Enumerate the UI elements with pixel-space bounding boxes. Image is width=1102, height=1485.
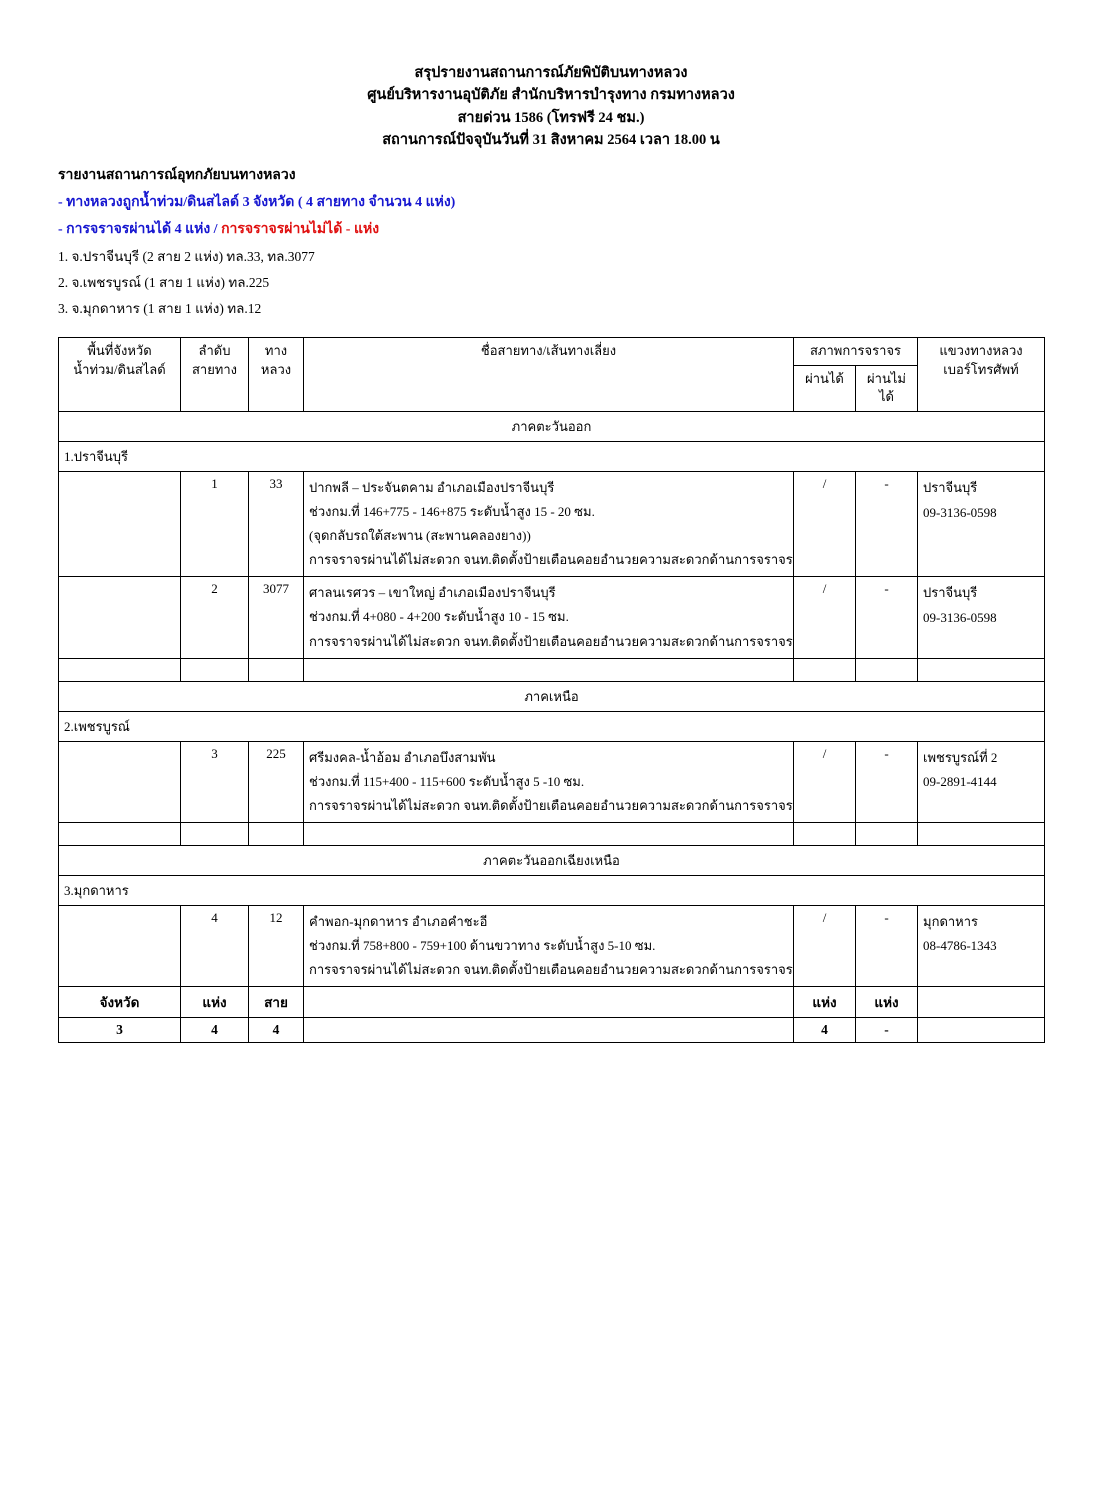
intro-traffic-summary: [58, 216, 1102, 243]
cell-nopass: -: [856, 472, 918, 577]
route-detail: ศรีมงคล-น้ำอ้อม อำเภอบึงสามพัน: [309, 749, 496, 765]
province-label: 2.เพชรบูรณ์: [59, 711, 1045, 741]
spacer-cell: [794, 658, 856, 681]
spacer-cell: [249, 658, 304, 681]
cell-office: [918, 905, 1045, 986]
cell-highway: 33: [249, 472, 304, 577]
cell-sequence: 1: [181, 472, 249, 577]
office-name: ปราจีนบุรี: [923, 480, 978, 496]
office-name: มุกดาหาร: [923, 913, 979, 929]
intro-traffic-nopass: การจราจรผ่านไม่ได้ - แห่ง: [221, 222, 380, 238]
region-label: ภาคตะวันออก: [59, 412, 1045, 442]
province-row: [59, 875, 1045, 905]
region-row: [59, 681, 1045, 711]
cell-province-area: [59, 472, 181, 577]
header-sequence-line1: ลำดับ: [198, 342, 231, 358]
header-route-name: ชื่อสายทาง/เส้นทางเลี่ยง: [304, 337, 794, 412]
header-nopass: ผ่านไม่ได้: [856, 365, 918, 412]
header-office-line1: แขวงทางหลวง: [939, 342, 1023, 358]
summary-value-routes: 4: [249, 1017, 304, 1042]
spacer-cell: [304, 658, 794, 681]
cell-route-name: [304, 472, 794, 577]
cell-highway: 12: [249, 905, 304, 986]
summary-label-places: แห่ง: [181, 986, 249, 1017]
spacer-cell: [918, 822, 1045, 845]
header-office: [918, 337, 1045, 412]
cell-province-area: [59, 577, 181, 658]
office-phone: 09-3136-0598: [923, 504, 997, 520]
route-detail: (จุดกลับรถใต้สะพาน (สะพานคลองยาง)): [309, 528, 531, 544]
route-detail: ช่วงกม.ที่ 4+080 - 4+200 ระดับน้ำสูง 10 - 15 ซม.: [309, 609, 569, 625]
table-header-row: [59, 337, 1045, 365]
cell-sequence: 2: [181, 577, 249, 658]
header-sequence-line2: สายทาง: [191, 361, 238, 377]
header-traffic-condition: สภาพการจราจร: [794, 337, 918, 365]
header-title-line1: สรุปรายงานสถานการณ์ภัยพิบัติบนทางหลวง: [414, 65, 688, 81]
summary-value-places: 4: [181, 1017, 249, 1042]
header-datetime: สถานการณ์ปัจจุบันวันที่ 31 สิงหาคม 2564 เวลา 18.00 น: [382, 132, 720, 149]
cell-route-name: [304, 577, 794, 658]
intro-item-2: 2. จ.เพชรบูรณ์ (1 สาย 1 แห่ง) ทล.225: [58, 275, 270, 291]
route-detail: ช่วงกม.ที่ 115+400 - 115+600 ระดับน้ำสูง 5 -10 ซม.: [309, 773, 585, 789]
route-detail: การจราจรผ่านได้ไม่สะดวก จนท.ติดตั้งป้ายเตือนคอยอำนวยความสะดวกด้านการจราจร: [309, 552, 793, 568]
region-row: [59, 412, 1045, 442]
spacer-cell: [59, 658, 181, 681]
spacer-cell: [249, 822, 304, 845]
situation-table: [58, 337, 1045, 1043]
intro-block: [58, 162, 1102, 323]
spacer-cell: [304, 822, 794, 845]
cell-route-name: [304, 741, 794, 822]
route-detail: คำพอก-มุกดาหาร อำเภอคำชะอี: [309, 913, 488, 929]
spacer-cell: [856, 658, 918, 681]
cell-highway: 225: [249, 741, 304, 822]
summary-value-nopass: -: [856, 1017, 918, 1042]
province-row: [59, 711, 1045, 741]
office-name: ปราจีนบุรี: [923, 585, 978, 601]
summary-value-row: [59, 1017, 1045, 1042]
intro-item-3: 3. จ.มุกดาหาร (1 สาย 1 แห่ง) ทล.12: [58, 301, 262, 317]
cell-pass: /: [794, 741, 856, 822]
header-office-line2: เบอร์โทรศัพท์: [943, 361, 1019, 377]
route-detail: การจราจรผ่านได้ไม่สะดวก จนท.ติดตั้งป้ายเตือนคอยอำนวยความสะดวกด้านการจราจร: [309, 961, 793, 977]
province-label: 3.มุกดาหาร: [59, 875, 1045, 905]
cell-office: [918, 741, 1045, 822]
spacer-cell: [181, 822, 249, 845]
office-name: เพชรบูรณ์ที่ 2: [923, 749, 998, 765]
cell-pass: /: [794, 577, 856, 658]
cell-highway: 3077: [249, 577, 304, 658]
header-pass: ผ่านได้: [794, 365, 856, 412]
route-detail: ปากพลี – ประจันตคาม อำเภอเมืองปราจีนบุรี: [309, 480, 555, 496]
spacer-cell: [918, 658, 1045, 681]
cell-office: [918, 577, 1045, 658]
table-row: [59, 905, 1045, 986]
route-detail: การจราจรผ่านได้ไม่สะดวก จนท.ติดตั้งป้ายเตือนคอยอำนวยความสะดวกด้านการจราจร: [309, 797, 793, 813]
spacer-row: [59, 822, 1045, 845]
summary-label-routes: สาย: [249, 986, 304, 1017]
cell-sequence: 3: [181, 741, 249, 822]
office-phone: 08-4786-1343: [923, 938, 997, 954]
region-label: ภาคเหนือ: [59, 681, 1045, 711]
cell-office: [918, 472, 1045, 577]
header-province-area-line1: พื้นที่จังหวัด: [87, 342, 152, 358]
route-detail: ช่วงกม.ที่ 758+800 - 759+100 ด้านขวาทาง ระดับน้ำสูง 5-10 ซม.: [309, 937, 656, 953]
spacer-cell: [794, 822, 856, 845]
intro-traffic-pass: - การจราจรผ่านได้ 4 แห่ง /: [58, 222, 222, 238]
header-sequence: [181, 337, 249, 412]
province-row: [59, 442, 1045, 472]
spacer-cell: [181, 658, 249, 681]
document-header: [0, 0, 1102, 152]
table-row: [59, 577, 1045, 658]
route-detail: ช่วงกม.ที่ 146+775 - 146+875 ระดับน้ำสูง 15 - 20 ซม.: [309, 504, 595, 520]
intro-title: รายงานสถานการณ์อุทกภัยบนทางหลวง: [58, 167, 296, 183]
route-detail: ศาลนเรศวร – เขาใหญ่ อำเภอเมืองปราจีนบุรี: [309, 585, 556, 601]
region-label: ภาคตะวันออกเฉียงเหนือ: [59, 845, 1045, 875]
cell-province-area: [59, 741, 181, 822]
header-highway-line1: ทาง: [264, 342, 288, 358]
summary-label-office-blank: [918, 986, 1045, 1017]
cell-nopass: -: [856, 905, 918, 986]
summary-label-province: จังหวัด: [59, 986, 181, 1017]
summary-label-nopass: แห่ง: [856, 986, 918, 1017]
summary-value-pass: 4: [794, 1017, 856, 1042]
header-province-area-line2: น้ำท่วม/ดินสไลด์: [73, 361, 166, 377]
province-label: 1.ปราจีนบุรี: [59, 442, 1045, 472]
header-highway: [249, 337, 304, 412]
summary-value-blank: [304, 1017, 794, 1042]
summary-label-row: [59, 986, 1045, 1017]
spacer-cell: [59, 822, 181, 845]
cell-province-area: [59, 905, 181, 986]
office-phone: 09-2891-4144: [923, 774, 997, 790]
summary-value-office-blank: [918, 1017, 1045, 1042]
region-row: [59, 845, 1045, 875]
summary-label-pass: แห่ง: [794, 986, 856, 1017]
cell-route-name: [304, 905, 794, 986]
header-title-line2: ศูนย์บริหารงานอุบัติภัย สำนักบริหารบำรุงทาง กรมทางหลวง: [367, 87, 735, 104]
office-phone: 09-3136-0598: [923, 610, 997, 626]
spacer-cell: [856, 822, 918, 845]
summary-label-blank: [304, 986, 794, 1017]
cell-nopass: -: [856, 577, 918, 658]
table-row: [59, 472, 1045, 577]
header-hotline: สายด่วน 1586 (โทรฟรี 24 ชม.): [457, 109, 645, 126]
cell-sequence: 4: [181, 905, 249, 986]
intro-item-1: 1. จ.ปราจีนบุรี (2 สาย 2 แห่ง) ทล.33, ทล.3077: [58, 248, 315, 264]
summary-value-province: 3: [59, 1017, 181, 1042]
cell-pass: /: [794, 472, 856, 577]
header-highway-line2: หลวง: [260, 361, 292, 377]
header-province-area: [59, 337, 181, 412]
cell-nopass: -: [856, 741, 918, 822]
intro-summary-routes: - ทางหลวงถูกน้ำท่วม/ดินสไลด์ 3 จังหวัด ( 4 สายทาง จำนวน 4 แห่ง): [58, 195, 456, 211]
table-row: [59, 741, 1045, 822]
route-detail: การจราจรผ่านได้ไม่สะดวก จนท.ติดตั้งป้ายเตือนคอยอำนวยความสะดวกด้านการจราจร: [309, 633, 793, 649]
spacer-row: [59, 658, 1045, 681]
cell-pass: /: [794, 905, 856, 986]
